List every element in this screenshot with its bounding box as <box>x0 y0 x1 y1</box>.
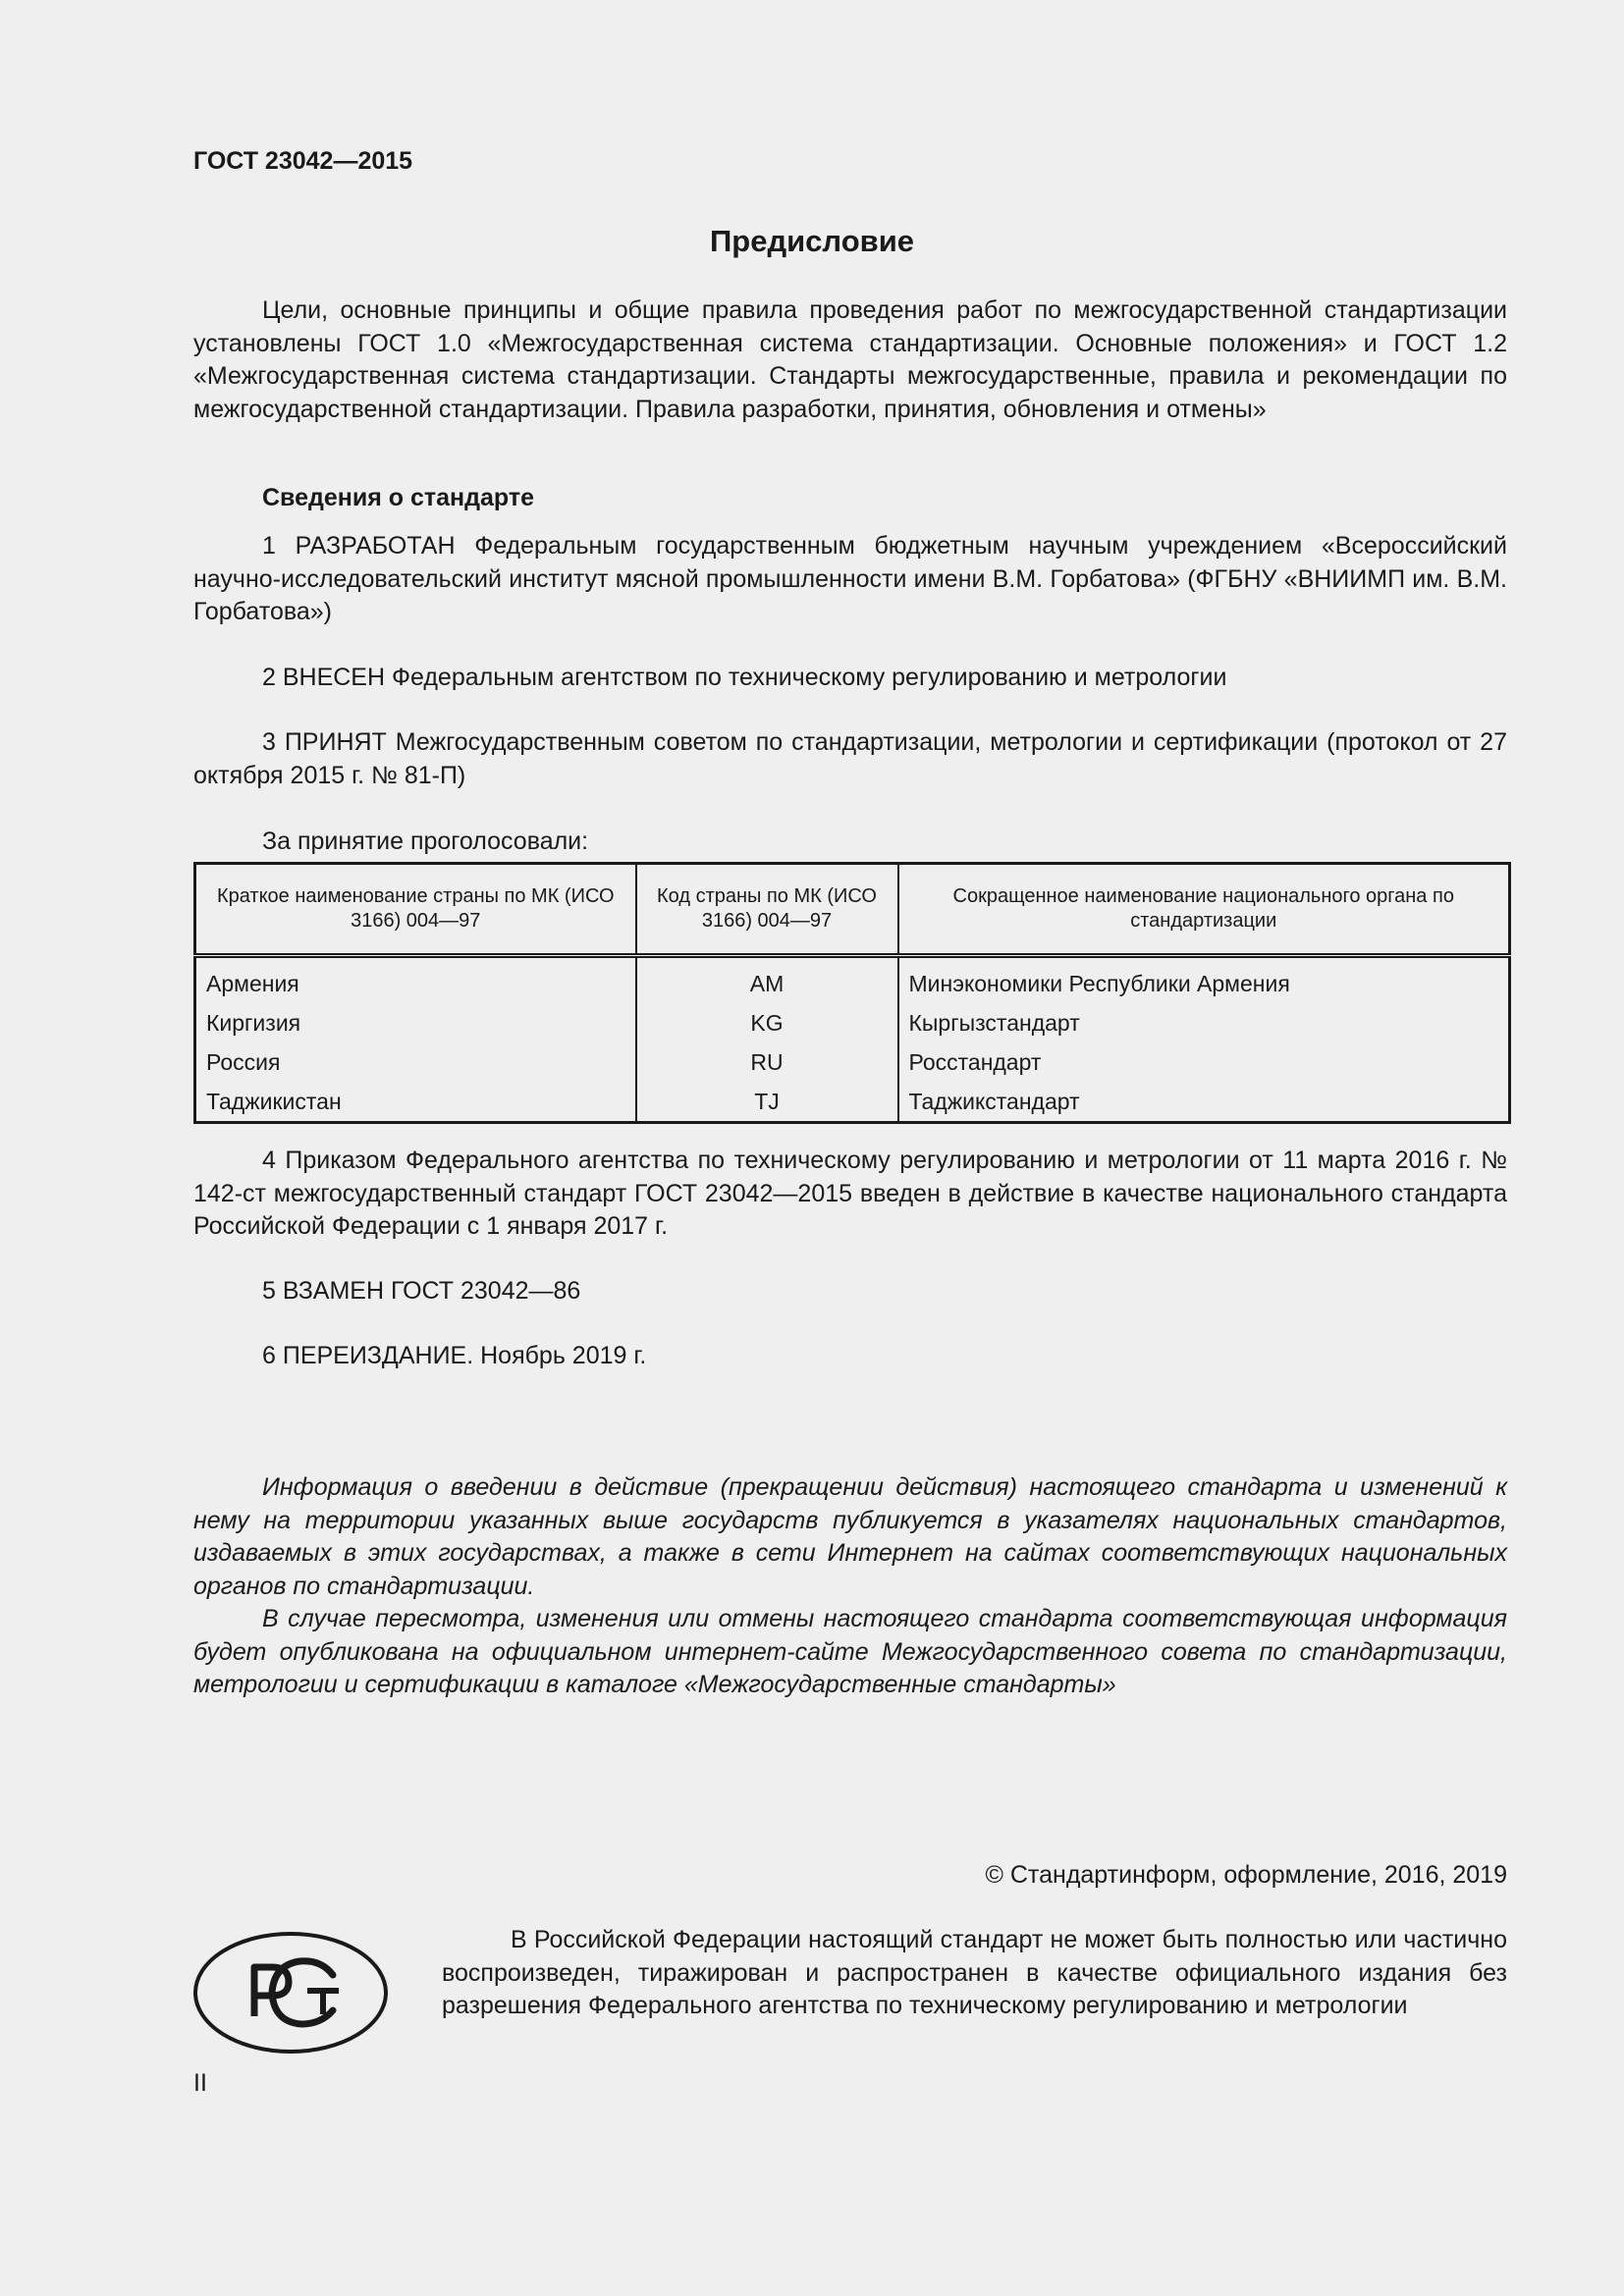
country-name: Россия <box>206 1049 281 1075</box>
item-order: 4 Приказом Федерального агентства по техническому регулированию и метрологии от 11 марта 2016 г. № 142-ст межгосударственный стандарт ГОСТ 23042—2015 введен в действие в качестве национального стандарта Российской Федерации с 1 января 2017 г. <box>193 1147 1507 1240</box>
national-body: Таджикстандарт <box>898 1082 1510 1123</box>
header-country-name: Краткое наименование страны по МК (ИСО 3166) 004—97 <box>195 864 636 956</box>
table-row <box>195 1003 1510 1042</box>
header-national-body: Сокращенное наименование национального органа по стандартизации <box>898 864 1510 956</box>
info-note-revision: В случае пересмотра, изменения или отмены настоящего стандарта соответствующая информация будет опубликована на официальном интернет-сайте Межгосударственного совета по стандартизации, метрологии и сертификации в каталоге «Межгосударственные стандарты» <box>193 1605 1507 1698</box>
country-code: KG <box>636 1003 898 1042</box>
country-code: AM <box>636 956 898 1004</box>
vote-table <box>193 862 1511 1124</box>
country-name: Киргизия <box>206 1010 301 1036</box>
about-heading: Сведения о стандарте <box>262 484 535 511</box>
national-body: Кыргызстандарт <box>898 1003 1510 1042</box>
doc-code: ГОСТ 23042—2015 <box>193 147 413 175</box>
vote-table-header-row <box>195 864 1510 956</box>
table-row <box>195 956 1510 1004</box>
header-country-code: Код страны по МК (ИСО 3166) 004—97 <box>636 864 898 956</box>
table-row <box>195 1042 1510 1082</box>
country-name: Таджикистан <box>206 1089 342 1114</box>
copyright-line: © Стандартинформ, оформление, 2016, 2019 <box>985 1861 1507 1889</box>
country-code: RU <box>636 1042 898 1082</box>
intro-paragraph: Цели, основные принципы и общие правила проведения работ по межгосударственной стандартизации установлены ГОСТ 1.0 «Межгосударственная система стандартизации. Основные положения» и ГОСТ 1.2 «Межгосударственная система стандартизации. Стандарты межгосударственные, правила и рекомендации по межгосударственной стандартизации. Правила разработки, принятия, обновления и отмены» <box>193 296 1507 423</box>
item-replaces: 5 ВЗАМЕН ГОСТ 23042—86 <box>262 1277 581 1305</box>
item-developed: 1 РАЗРАБОТАН Федеральным государственным бюджетным научным учреждением «Всероссийский научно-исследовательский институт мясной промышленности имени В.М. Горбатова» (ФГБНУ «ВНИИМП им. В.М. Горбатова») <box>193 532 1507 625</box>
item-reissue: 6 ПЕРЕИЗДАНИЕ. Ноябрь 2019 г. <box>262 1342 647 1369</box>
item-adopted: 3 ПРИНЯТ Межгосударственным советом по стандартизации, метрологии и сертификации (протокол от 27 октября 2015 г. № 81-П) <box>193 728 1507 789</box>
info-note-publication: Информация о введении в действие (прекращении действия) настоящего стандарта и изменений к нему на территории указанных выше государств публикуется в указателях национальных стандартов, издаваемых в этих государствах, а также в сети Интернет на сайтах соответствующих национальных органов по стандартизации. <box>193 1473 1507 1600</box>
page-number: II <box>193 2069 207 2097</box>
national-body: Росстандарт <box>898 1042 1510 1082</box>
table-row <box>195 1082 1510 1123</box>
country-name: Армения <box>206 971 299 996</box>
legal-notice: В Российской Федерации настоящий стандарт не может быть полностью или частично воспроизведен, тиражирован и распространен в качестве официального издания без разрешения Федерального агентства по техническому регулированию и метрологии <box>442 1926 1507 2019</box>
rst-certification-logo-icon <box>193 1932 388 2058</box>
national-body: Минэкономики Республики Армения <box>898 956 1510 1004</box>
page-title: Предисловие <box>709 224 914 258</box>
voted-label: За принятие проголосовали: <box>262 828 589 855</box>
country-code: TJ <box>636 1082 898 1123</box>
item-introduced: 2 ВНЕСЕН Федеральным агентством по техническому регулированию и метрологии <box>262 664 1227 691</box>
